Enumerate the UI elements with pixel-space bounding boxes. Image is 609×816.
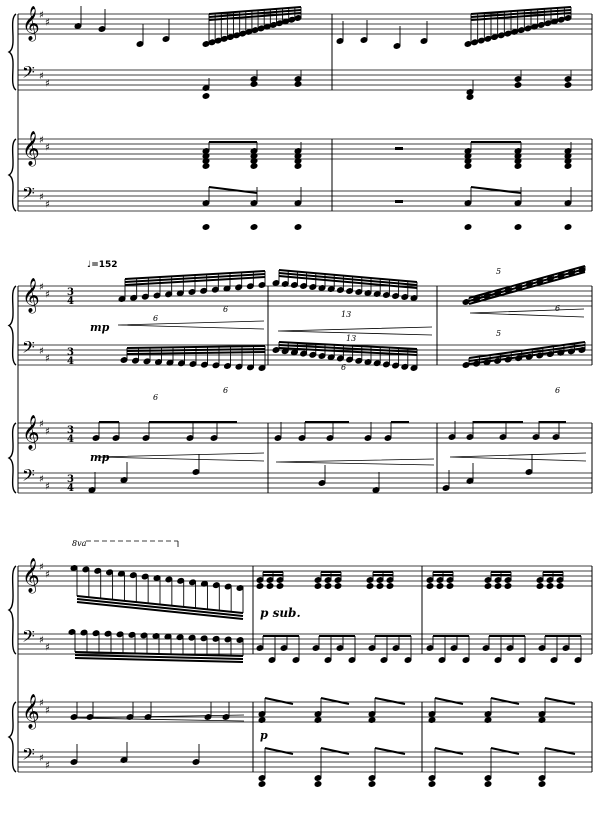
beam [321, 748, 349, 754]
bass-clef: 𝄢 [22, 183, 35, 207]
note-head [314, 583, 322, 590]
key-sharp: ♯ [39, 10, 44, 21]
tuplet-number: 6 [341, 363, 347, 372]
note-head [324, 583, 332, 590]
key-sharp: ♯ [39, 474, 44, 485]
key-sharp: ♯ [45, 353, 50, 365]
note-head [250, 81, 258, 88]
note-head [564, 82, 572, 89]
key-sharp: ♯ [39, 635, 44, 646]
bass-clef: 𝄢 [22, 337, 35, 361]
note-head [294, 224, 302, 231]
note-head [426, 583, 434, 590]
tuplet-number: 6 [153, 393, 159, 402]
key-sharp: ♯ [45, 705, 50, 717]
dynamic-p-sub: p sub. [260, 606, 301, 620]
note-head [256, 583, 264, 590]
beam [279, 270, 417, 282]
time-signature-top: 3 [67, 287, 74, 298]
key-sharp: ♯ [45, 289, 50, 301]
note-head [294, 163, 302, 170]
key-sharp: ♯ [39, 753, 44, 764]
system-braces [9, 14, 16, 772]
note-head [276, 583, 284, 590]
note-head [266, 583, 274, 590]
beam [435, 748, 463, 754]
treble-clef: 𝄞 [22, 278, 40, 313]
note-head [250, 224, 258, 231]
note-head [564, 224, 572, 231]
time-signature-top: 3 [67, 347, 74, 358]
beam [469, 272, 585, 304]
treble-clef: 𝄞 [22, 6, 40, 41]
dynamic-mp: mp [90, 451, 110, 464]
note-head [484, 583, 492, 590]
tuplet-number: 6 [153, 314, 159, 323]
beam [435, 698, 463, 704]
crescendo-hairpin [276, 459, 434, 465]
note-head [250, 163, 258, 170]
crescendo-hairpin [470, 309, 584, 317]
note-head [464, 163, 472, 170]
treble-clef: 𝄞 [22, 415, 40, 450]
tuplet-number: 6 [223, 305, 229, 314]
beam [265, 748, 293, 754]
note-head [484, 781, 492, 788]
note-head [546, 583, 554, 590]
key-sharp: ♯ [45, 17, 50, 29]
tuplet-number: 13 [341, 310, 352, 319]
note-head [428, 781, 436, 788]
key-sharp: ♯ [39, 282, 44, 293]
dynamic-p: p [260, 729, 268, 742]
treble-clef: 𝄞 [22, 558, 40, 593]
time-signature-top: 3 [67, 425, 74, 436]
tuplet-number: 6 [223, 386, 229, 395]
key-sharp: ♯ [39, 346, 44, 357]
note-head [202, 224, 210, 231]
note-head [514, 163, 522, 170]
note-head [514, 82, 522, 89]
brace [9, 423, 16, 493]
key-sharp: ♯ [45, 78, 50, 90]
time-signature-bottom: 4 [67, 296, 74, 307]
note-head [464, 224, 472, 231]
key-sharp: ♯ [45, 142, 50, 154]
key-sharp: ♯ [39, 562, 44, 573]
tuplet-number: 6 [555, 386, 561, 395]
note-head [436, 583, 444, 590]
ottava-mark: 8va [72, 539, 87, 548]
rest [395, 200, 403, 203]
brace [9, 566, 16, 654]
note-head [536, 583, 544, 590]
note-head [386, 583, 394, 590]
key-sharp: ♯ [39, 419, 44, 430]
crescendo-hairpin [96, 453, 264, 461]
tuplet-number: 5 [496, 329, 502, 338]
note-head [494, 583, 502, 590]
beam [491, 748, 519, 754]
tuplet-number: 13 [346, 334, 357, 343]
beam [545, 748, 575, 754]
beam [545, 698, 575, 704]
time-signature-top: 3 [67, 474, 74, 485]
beam [279, 273, 417, 285]
key-sharp: ♯ [45, 760, 50, 772]
brace [9, 14, 16, 90]
beam [127, 352, 265, 354]
brace [9, 139, 16, 211]
note-head [366, 583, 374, 590]
note-head [446, 583, 454, 590]
note-head [314, 781, 322, 788]
crescendo-hairpin [74, 715, 244, 721]
rest [395, 147, 403, 150]
beam [265, 698, 293, 704]
notation-marks [22, 6, 586, 787]
note-head [202, 93, 210, 100]
beam [127, 346, 265, 348]
tuplet-number: 6 [555, 304, 561, 313]
beam [321, 698, 349, 704]
time-signature-bottom: 4 [67, 434, 74, 445]
tuplet-number: 5 [496, 267, 502, 276]
beam [375, 748, 405, 754]
crescendo-hairpin [450, 453, 586, 461]
key-sharp: ♯ [45, 642, 50, 654]
key-sharp: ♯ [39, 71, 44, 82]
note-head [258, 781, 266, 788]
key-sharp: ♯ [39, 192, 44, 203]
key-sharp: ♯ [39, 698, 44, 709]
key-sharp: ♯ [45, 481, 50, 493]
tempo-marking: ♩=152 [87, 260, 118, 270]
bass-clef: 𝄢 [22, 62, 35, 86]
beam [209, 187, 257, 193]
treble-clef: 𝄞 [22, 694, 40, 729]
key-sharp: ♯ [45, 426, 50, 438]
note-head [538, 781, 546, 788]
key-sharp: ♯ [45, 569, 50, 581]
bass-clef: 𝄢 [22, 744, 35, 768]
note-head [334, 583, 342, 590]
beam [469, 266, 585, 298]
key-sharp: ♯ [45, 199, 50, 211]
note-head [514, 224, 522, 231]
bass-clef: 𝄢 [22, 626, 35, 650]
treble-clef: 𝄞 [22, 131, 40, 166]
brace [9, 286, 16, 365]
note-head [564, 163, 572, 170]
time-signature-bottom: 4 [67, 356, 74, 367]
beam [471, 187, 521, 193]
note-head [202, 163, 210, 170]
note-head [556, 583, 564, 590]
key-sharp: ♯ [39, 135, 44, 146]
crescendo-hairpin [118, 321, 264, 329]
note-head [368, 781, 376, 788]
dynamic-mp: mp [90, 321, 110, 334]
beam [375, 698, 405, 704]
beam [491, 698, 519, 704]
time-signature-bottom: 4 [67, 483, 74, 494]
note-head [466, 94, 474, 101]
beam [127, 349, 265, 351]
note-head [376, 583, 384, 590]
brace [9, 702, 16, 772]
note-head [294, 81, 302, 88]
bass-clef: 𝄢 [22, 465, 35, 489]
note-head [504, 583, 512, 590]
